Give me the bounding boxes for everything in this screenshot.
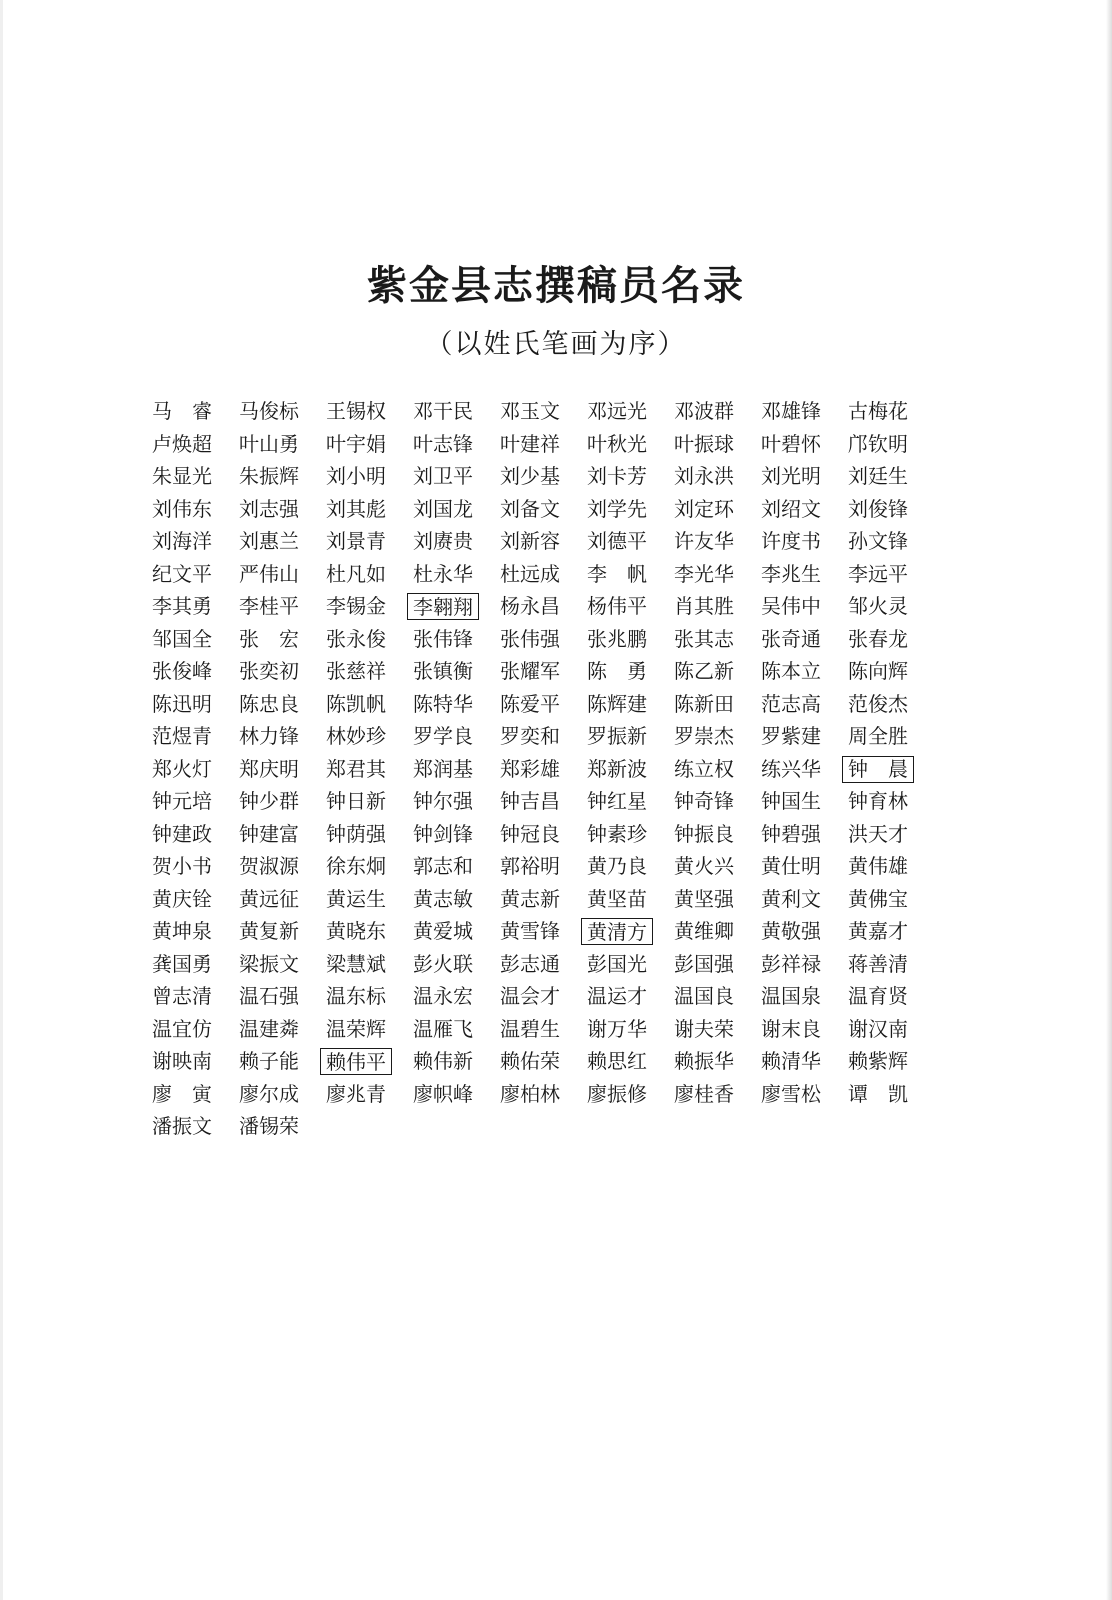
name-entry: 温荣辉 xyxy=(326,1016,386,1041)
name-entry: 朱振辉 xyxy=(239,464,299,488)
name-entry: 温国泉 xyxy=(761,984,821,1008)
name-entry: 李 帆 xyxy=(587,561,647,586)
name-entry: 贺淑源 xyxy=(239,854,299,878)
name-entry: 黄爱城 xyxy=(413,919,473,943)
name-entry: 刘德平 xyxy=(587,529,647,553)
name-entry: 黄利文 xyxy=(761,886,821,911)
name-entry: 纪文平 xyxy=(152,561,212,586)
name-list xyxy=(152,398,932,1146)
name-entry: 刘志强 xyxy=(239,496,299,521)
name-entry: 陈忠良 xyxy=(239,691,299,716)
name-entry: 黄远征 xyxy=(239,886,299,911)
name-entry: 贺小书 xyxy=(152,854,212,878)
name-entry: 刘定环 xyxy=(674,496,734,521)
name-entry: 钟建富 xyxy=(239,821,299,846)
name-entry: 钟红星 xyxy=(587,789,647,813)
name-entry: 黄佛宝 xyxy=(848,886,908,911)
boxed-name-entry: 赖伟平 xyxy=(320,1048,392,1075)
name-entry: 钟吉昌 xyxy=(500,789,560,813)
name-entry: 刘伟东 xyxy=(152,496,212,521)
name-entry: 赖振华 xyxy=(674,1049,734,1073)
name-entry: 钟育林 xyxy=(848,789,908,813)
name-entry: 邓波群 xyxy=(674,399,734,423)
name-entry: 彭国强 xyxy=(674,951,734,976)
name-entry: 廖柏林 xyxy=(500,1081,560,1106)
name-entry: 刘俊锋 xyxy=(848,496,908,521)
name-entry: 邓远光 xyxy=(587,399,647,423)
name-entry: 陈新田 xyxy=(674,691,734,716)
name-entry: 叶建祥 xyxy=(500,431,560,456)
name-entry: 温东标 xyxy=(326,984,386,1008)
name-entry: 张镇衡 xyxy=(413,659,473,683)
name-entry: 黄坤泉 xyxy=(152,919,212,943)
name-entry: 谢万华 xyxy=(587,1016,647,1041)
name-entry: 邝钦明 xyxy=(848,431,908,456)
name-entry: 刘绍文 xyxy=(761,496,821,521)
name-entry: 张伟强 xyxy=(500,626,560,651)
name-entry: 张 宏 xyxy=(239,626,299,651)
page-right-edge xyxy=(1106,0,1112,1600)
name-entry: 钟剑锋 xyxy=(413,821,473,846)
page-title: 紫金县志撰稿员名录 xyxy=(367,262,745,309)
name-entry: 叶振球 xyxy=(674,431,734,456)
name-entry: 黄乃良 xyxy=(587,854,647,878)
name-entry: 刘廷生 xyxy=(848,464,908,488)
name-entry: 彭火联 xyxy=(413,951,473,976)
name-entry: 赖清华 xyxy=(761,1049,821,1073)
name-entry: 古梅花 xyxy=(848,399,908,423)
name-entry: 张慈祥 xyxy=(326,659,386,683)
name-entry: 卢焕超 xyxy=(152,431,212,456)
name-entry: 温国良 xyxy=(674,984,734,1008)
name-entry: 陈迅明 xyxy=(152,691,212,716)
name-entry: 温雁飞 xyxy=(413,1016,473,1041)
name-entry: 彭志通 xyxy=(500,951,560,976)
name-entry: 范俊杰 xyxy=(848,691,908,716)
name-entry: 温宜仿 xyxy=(152,1016,212,1041)
name-entry: 赖紫辉 xyxy=(848,1049,908,1073)
name-entry: 罗奕和 xyxy=(500,724,560,748)
name-entry: 钟碧强 xyxy=(761,821,821,846)
name-entry: 洪天才 xyxy=(848,821,908,846)
name-entry: 钟日新 xyxy=(326,789,386,813)
name-entry: 谢末良 xyxy=(761,1016,821,1041)
name-entry: 张其志 xyxy=(674,626,734,651)
name-entry: 刘国龙 xyxy=(413,496,473,521)
name-entry: 郑火灯 xyxy=(152,756,212,781)
name-entry: 马 睿 xyxy=(152,399,212,423)
name-entry: 叶宇娟 xyxy=(326,431,386,456)
name-entry: 张春龙 xyxy=(848,626,908,651)
name-entry: 陈凯帆 xyxy=(326,691,386,716)
name-entry: 黄坚苗 xyxy=(587,886,647,911)
name-entry: 梁慧斌 xyxy=(326,951,386,976)
name-entry: 严伟山 xyxy=(239,561,299,586)
name-entry: 廖帜峰 xyxy=(413,1081,473,1106)
name-entry: 张伟锋 xyxy=(413,626,473,651)
name-entry: 陈本立 xyxy=(761,659,821,683)
name-entry: 黄志新 xyxy=(500,886,560,911)
name-entry: 李桂平 xyxy=(239,594,299,618)
name-entry: 杜永华 xyxy=(413,561,473,586)
name-entry: 杨永昌 xyxy=(500,594,560,618)
name-entry: 叶志锋 xyxy=(413,431,473,456)
page-left-edge xyxy=(0,0,3,1600)
name-entry: 陈特华 xyxy=(413,691,473,716)
name-entry: 朱显光 xyxy=(152,464,212,488)
name-entry: 陈 勇 xyxy=(587,659,647,683)
name-entry: 黄坚强 xyxy=(674,886,734,911)
name-entry: 廖振修 xyxy=(587,1081,647,1106)
name-entry: 温运才 xyxy=(587,984,647,1008)
name-entry: 潘振文 xyxy=(152,1114,212,1138)
name-entry: 梁振文 xyxy=(239,951,299,976)
name-entry: 廖兆青 xyxy=(326,1081,386,1106)
name-entry: 张奇通 xyxy=(761,626,821,651)
name-entry: 钟建政 xyxy=(152,821,212,846)
name-entry: 钟国生 xyxy=(761,789,821,813)
name-entry: 张耀军 xyxy=(500,659,560,683)
name-entry: 赖思红 xyxy=(587,1049,647,1073)
name-entry: 刘小明 xyxy=(326,464,386,488)
name-entry: 罗学良 xyxy=(413,724,473,748)
name-entry: 廖桂香 xyxy=(674,1081,734,1106)
name-entry: 郑彩雄 xyxy=(500,756,560,781)
name-entry: 郑君其 xyxy=(326,756,386,781)
name-entry: 许度书 xyxy=(761,529,821,553)
name-entry: 钟元培 xyxy=(152,789,212,813)
name-entry: 范煜青 xyxy=(152,724,212,748)
name-entry: 刘学先 xyxy=(587,496,647,521)
name-entry: 罗紫建 xyxy=(761,724,821,748)
name-entry: 黄晓东 xyxy=(326,919,386,943)
name-entry: 廖尔成 xyxy=(239,1081,299,1106)
name-entry: 刘光明 xyxy=(761,464,821,488)
name-entry: 蒋善清 xyxy=(848,951,908,976)
name-entry: 刘永洪 xyxy=(674,464,734,488)
name-entry: 赖子能 xyxy=(239,1049,299,1073)
name-entry: 李锡金 xyxy=(326,594,386,618)
name-entry: 郑庆明 xyxy=(239,756,299,781)
name-entry: 张俊峰 xyxy=(152,659,212,683)
name-entry: 刘备文 xyxy=(500,496,560,521)
name-entry: 郑润基 xyxy=(413,756,473,781)
name-entry: 黄复新 xyxy=(239,919,299,943)
name-entry: 温碧生 xyxy=(500,1016,560,1041)
name-entry: 钟奇锋 xyxy=(674,789,734,813)
name-entry: 杨伟平 xyxy=(587,594,647,618)
name-entry: 罗崇杰 xyxy=(674,724,734,748)
name-entry: 林力锋 xyxy=(239,724,299,748)
name-entry: 叶秋光 xyxy=(587,431,647,456)
name-entry: 刘少基 xyxy=(500,464,560,488)
name-entry: 钟尔强 xyxy=(413,789,473,813)
name-entry: 陈爱平 xyxy=(500,691,560,716)
boxed-name-entry: 黄清方 xyxy=(581,918,653,945)
name-entry: 黄雪锋 xyxy=(500,919,560,943)
name-entry: 刘新容 xyxy=(500,529,560,553)
name-entry: 李光华 xyxy=(674,561,734,586)
name-entry: 钟冠良 xyxy=(500,821,560,846)
name-entry: 赖佑荣 xyxy=(500,1049,560,1073)
name-entry: 吴伟中 xyxy=(761,594,821,618)
name-entry: 肖其胜 xyxy=(674,594,734,618)
name-entry: 邹国全 xyxy=(152,626,212,651)
page-subtitle: （以姓氏笔画为序） xyxy=(425,329,687,360)
name-entry: 温育贤 xyxy=(848,984,908,1008)
name-entry: 钟素珍 xyxy=(587,821,647,846)
name-entry: 黄志敏 xyxy=(413,886,473,911)
name-entry: 马俊标 xyxy=(239,399,299,423)
name-entry: 廖 寅 xyxy=(152,1081,212,1106)
name-entry: 邓雄锋 xyxy=(761,399,821,423)
boxed-name-entry: 李翱翔 xyxy=(407,593,479,620)
name-entry: 谢夫荣 xyxy=(674,1016,734,1041)
name-entry: 谭 凯 xyxy=(848,1081,908,1106)
name-entry: 陈向辉 xyxy=(848,659,908,683)
name-entry: 邓干民 xyxy=(413,399,473,423)
name-entry: 罗振新 xyxy=(587,724,647,748)
name-entry: 刘其彪 xyxy=(326,496,386,521)
name-entry: 赖伟新 xyxy=(413,1049,473,1073)
name-entry: 钟少群 xyxy=(239,789,299,813)
name-entry: 练兴华 xyxy=(761,756,821,781)
name-entry: 曾志清 xyxy=(152,984,212,1008)
name-entry: 范志高 xyxy=(761,691,821,716)
name-entry: 黄嘉才 xyxy=(848,919,908,943)
name-entry: 温永宏 xyxy=(413,984,473,1008)
name-entry: 李兆生 xyxy=(761,561,821,586)
name-entry: 李其勇 xyxy=(152,594,212,618)
name-entry: 黄运生 xyxy=(326,886,386,911)
name-entry: 张永俊 xyxy=(326,626,386,651)
name-entry: 刘卫平 xyxy=(413,464,473,488)
name-entry: 黄维卿 xyxy=(674,919,734,943)
name-entry: 黄仕明 xyxy=(761,854,821,878)
name-entry: 叶碧怀 xyxy=(761,431,821,456)
name-entry: 邹火灵 xyxy=(848,594,908,618)
name-entry: 温石强 xyxy=(239,984,299,1008)
name-entry: 龚国勇 xyxy=(152,951,212,976)
name-entry: 林妙珍 xyxy=(326,724,386,748)
name-entry: 孙文锋 xyxy=(848,529,908,553)
name-entry: 李远平 xyxy=(848,561,908,586)
name-entry: 温建粦 xyxy=(239,1016,299,1041)
name-entry: 彭国光 xyxy=(587,951,647,976)
name-entry: 郭志和 xyxy=(413,854,473,878)
name-entry: 黄庆铨 xyxy=(152,886,212,911)
name-entry: 王锡权 xyxy=(326,399,386,423)
name-entry: 刘卡芳 xyxy=(587,464,647,488)
name-entry: 叶山勇 xyxy=(239,431,299,456)
name-entry: 郑新波 xyxy=(587,756,647,781)
name-entry: 陈乙新 xyxy=(674,659,734,683)
name-entry: 黄伟雄 xyxy=(848,854,908,878)
name-entry: 刘景青 xyxy=(326,529,386,553)
name-entry: 彭祥禄 xyxy=(761,951,821,976)
name-entry: 刘海洋 xyxy=(152,529,212,553)
name-entry: 温会才 xyxy=(500,984,560,1008)
name-entry: 张兆鹏 xyxy=(587,626,647,651)
name-entry: 张奕初 xyxy=(239,659,299,683)
name-entry: 刘惠兰 xyxy=(239,529,299,553)
name-entry: 杜远成 xyxy=(500,561,560,586)
boxed-name-entry: 钟 晨 xyxy=(842,756,914,783)
name-entry: 黄火兴 xyxy=(674,854,734,878)
name-entry: 郭裕明 xyxy=(500,854,560,878)
name-entry: 谢汉南 xyxy=(848,1016,908,1041)
name-entry: 黄敬强 xyxy=(761,919,821,943)
name-entry: 周全胜 xyxy=(848,724,908,748)
name-entry: 谢映南 xyxy=(152,1049,212,1073)
name-entry: 徐东炯 xyxy=(326,854,386,878)
name-entry: 钟荫强 xyxy=(326,821,386,846)
name-entry: 邓玉文 xyxy=(500,399,560,423)
name-entry: 刘赓贵 xyxy=(413,529,473,553)
name-entry: 练立权 xyxy=(674,756,734,781)
name-entry: 潘锡荣 xyxy=(239,1114,299,1138)
name-entry: 钟振良 xyxy=(674,821,734,846)
name-entry: 杜凡如 xyxy=(326,561,386,586)
name-entry: 廖雪松 xyxy=(761,1081,821,1106)
name-entry: 陈辉建 xyxy=(587,691,647,716)
name-entry: 许友华 xyxy=(674,529,734,553)
